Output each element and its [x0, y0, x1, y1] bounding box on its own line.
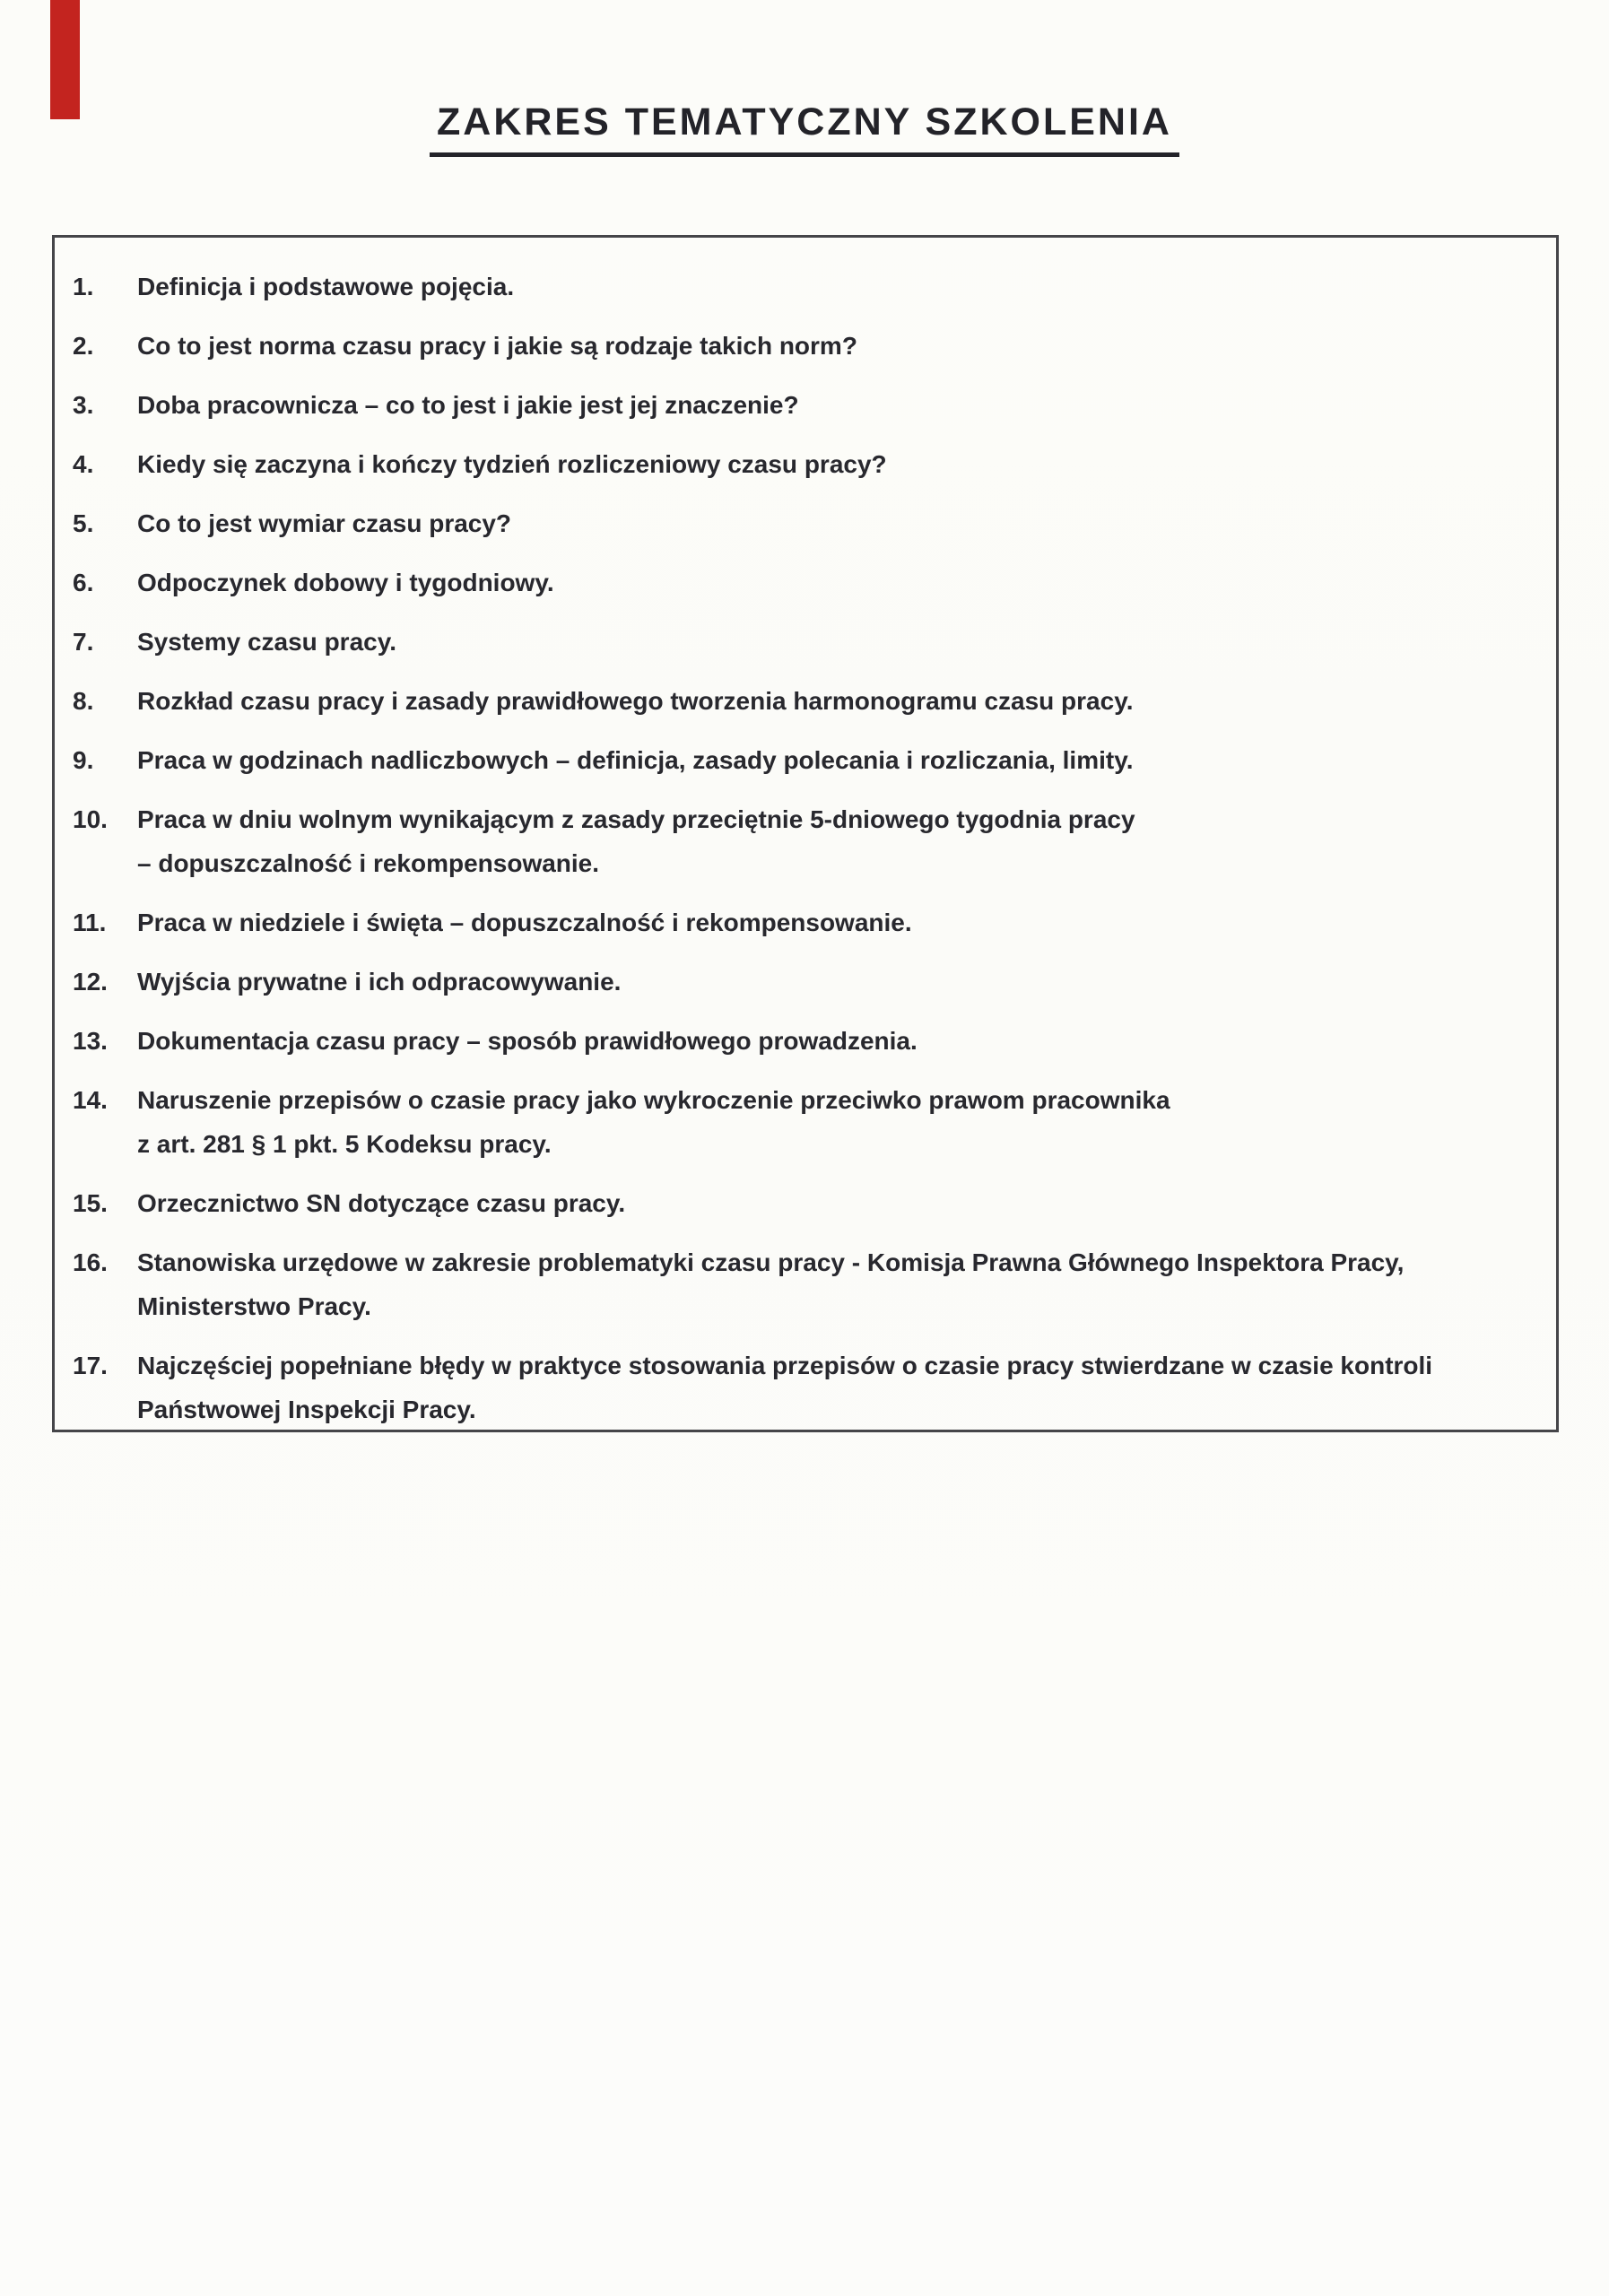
- item-text: [137, 1078, 1549, 1166]
- topics-box: [52, 235, 1559, 1432]
- list-item: [73, 1019, 1549, 1063]
- item-text: [137, 960, 1549, 1004]
- item-number: 1.: [73, 273, 94, 300]
- item-number: 8.: [73, 687, 94, 715]
- item-number: 7.: [73, 628, 94, 656]
- item-text: [137, 1019, 1549, 1063]
- item-number: 5.: [73, 509, 94, 537]
- item-text-line: Doba pracownicza – co to jest i jakie jest jej znaczenie?: [137, 391, 799, 419]
- item-text: [137, 442, 1549, 486]
- page-title: ZAKRES TEMATYCZNY SZKOLENIA: [430, 100, 1179, 157]
- item-text-line: Systemy czasu pracy.: [137, 628, 396, 656]
- item-number: 10.: [73, 805, 108, 833]
- item-text: [137, 900, 1549, 944]
- item-text-line: Co to jest norma czasu pracy i jakie są rodzaje takich norm?: [137, 332, 857, 360]
- item-text-line: Praca w godzinach nadliczbowych – definicja, zasady polecania i rozliczania, limity.: [137, 746, 1134, 774]
- item-text: [137, 1181, 1549, 1225]
- item-text-line: Co to jest wymiar czasu pracy?: [137, 509, 512, 537]
- item-text-line: Praca w niedziele i święta – dopuszczalność i rekompensowanie.: [137, 909, 912, 936]
- item-text: [137, 1240, 1549, 1328]
- list-item: [73, 620, 1549, 664]
- item-text-line: Naruszenie przepisów o czasie pracy jako wykroczenie przeciwko prawom pracownika: [137, 1086, 1170, 1114]
- item-text-line: Praca w dniu wolnym wynikającym z zasady przeciętnie 5-dniowego tygodnia pracy: [137, 805, 1135, 833]
- list-item: [73, 1344, 1549, 1431]
- item-text: [137, 383, 1549, 427]
- list-item: [73, 501, 1549, 545]
- item-text: [137, 620, 1549, 664]
- item-number: 9.: [73, 746, 94, 774]
- item-number: 14.: [73, 1086, 108, 1114]
- list-item: [73, 900, 1549, 944]
- item-number: 4.: [73, 450, 94, 478]
- item-text-line: Państwowej Inspekcji Pracy.: [137, 1396, 476, 1423]
- item-text: [137, 324, 1549, 368]
- list-item: [73, 265, 1549, 309]
- item-text-line: – dopuszczalność i rekompensowanie.: [137, 849, 600, 877]
- title-container: [0, 100, 1609, 157]
- list-item: [73, 960, 1549, 1004]
- topics-list: [73, 265, 1549, 1431]
- item-number: 13.: [73, 1027, 108, 1055]
- list-item: [73, 738, 1549, 782]
- list-item: [73, 561, 1549, 604]
- list-item: [73, 324, 1549, 368]
- item-text: [137, 561, 1549, 604]
- item-text-line: Wyjścia prywatne i ich odpracowywanie.: [137, 968, 622, 996]
- item-text: [137, 797, 1549, 885]
- list-item: [73, 679, 1549, 723]
- list-item: [73, 383, 1549, 427]
- item-text: [137, 679, 1549, 723]
- item-number: 12.: [73, 968, 108, 996]
- item-text: [137, 1344, 1549, 1431]
- item-text-line: Kiedy się zaczyna i kończy tydzień rozliczeniowy czasu pracy?: [137, 450, 887, 478]
- item-number: 6.: [73, 569, 94, 596]
- item-text-line: Ministerstwo Pracy.: [137, 1292, 371, 1320]
- list-item: [73, 797, 1549, 885]
- list-item: [73, 1078, 1549, 1166]
- list-item: [73, 1240, 1549, 1328]
- item-number: 2.: [73, 332, 94, 360]
- item-text-line: Dokumentacja czasu pracy – sposób prawidłowego prowadzenia.: [137, 1027, 918, 1055]
- item-text: [137, 738, 1549, 782]
- item-number: 17.: [73, 1352, 108, 1379]
- item-text-line: Odpoczynek dobowy i tygodniowy.: [137, 569, 554, 596]
- item-text-line: Rozkład czasu pracy i zasady prawidłowego tworzenia harmonogramu czasu pracy.: [137, 687, 1134, 715]
- list-item: [73, 1181, 1549, 1225]
- item-text-line: z art. 281 § 1 pkt. 5 Kodeksu pracy.: [137, 1130, 552, 1158]
- item-number: 11.: [73, 909, 107, 936]
- list-item: [73, 442, 1549, 486]
- item-text-line: Definicja i podstawowe pojęcia.: [137, 273, 515, 300]
- item-text-line: Najczęściej popełniane błędy w praktyce stosowania przepisów o czasie pracy stwierdzane w czasie kontroli: [137, 1352, 1433, 1379]
- item-text: [137, 501, 1549, 545]
- item-number: 15.: [73, 1189, 108, 1217]
- item-number: 16.: [73, 1248, 108, 1276]
- item-number: 3.: [73, 391, 94, 419]
- item-text-line: Orzecznictwo SN dotyczące czasu pracy.: [137, 1189, 626, 1217]
- item-text-line: Stanowiska urzędowe w zakresie problematyki czasu pracy - Komisja Prawna Głównego Inspektora Pracy,: [137, 1248, 1405, 1276]
- item-text: [137, 265, 1549, 309]
